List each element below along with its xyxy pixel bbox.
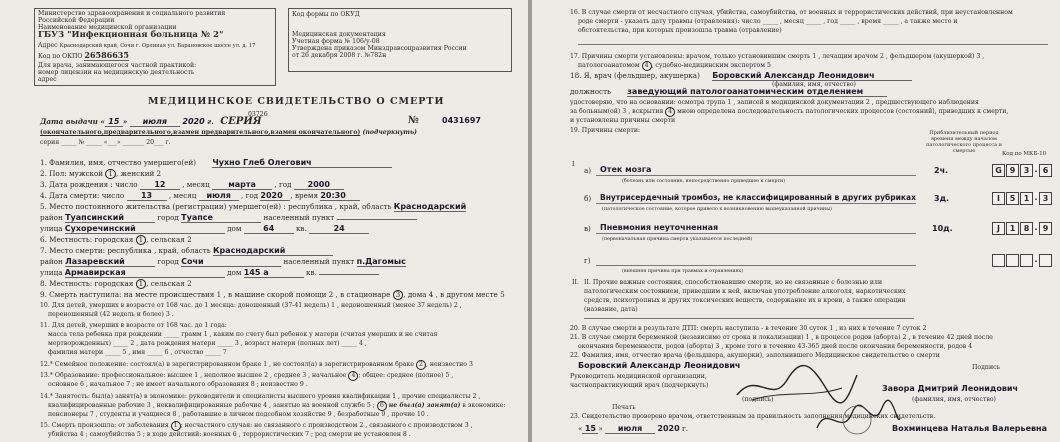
f11-line3: мертворожденных) _____ 2 , дата рождения матери _____ 3 , возраст матери (полных лет) _____ 4 , [48, 340, 367, 347]
f11-line1: 11. Для детей, умерших в возрасте от 168 час. до 1 года: [40, 322, 227, 329]
f4-time-label: , время [290, 191, 319, 200]
f5-region: Краснодарский [393, 202, 467, 211]
row-b-sub: (патологическое состояние, которое привело к возникновению вышеуказанной причины) [602, 207, 832, 212]
f17-label: патологоанатомом [578, 62, 640, 69]
f17-circled: 4 [642, 61, 652, 71]
approved: Утверждена приказом Минздравсоцразвития России [292, 45, 467, 52]
series2: серия _____ № _____ «___» _______ 20___ г. [40, 139, 171, 146]
f7-district: Лазаревский [65, 257, 155, 267]
f5-house-label: дом [227, 224, 242, 233]
f7-apt-label: кв. [306, 268, 317, 277]
verifier-signature-icon [812, 398, 902, 440]
series-code: 03726 [248, 111, 268, 118]
issue-label: Дата выдачи [40, 117, 98, 126]
f3-label: 3. Дата рождения : число [40, 180, 138, 189]
f14-circled: 6 [377, 401, 387, 411]
f5-house: 64 [244, 224, 294, 234]
cert-circled: 4 [665, 107, 675, 117]
f11-line2: масса тела ребенка при рождении _____ грамм 1 , каким по счету был ребенок у матери (считая умерших и не считая [48, 331, 438, 338]
f7-region: Краснодарский [213, 246, 333, 256]
org-address: Краснодарский край, Сочи г. Орлиная ул. Барановское шоссе ул. д. 17 [59, 43, 256, 49]
org-name: ГБУЗ "Инфекционная больница № 2" [38, 30, 224, 40]
f3-year: 2000 [294, 180, 344, 190]
f5-settlement-label: населенный пункт [263, 213, 335, 222]
icd-cell: G [992, 164, 1005, 177]
f3-month-label: месяц [186, 180, 210, 189]
f2-rest: , женский 2 [115, 169, 162, 178]
row-c-sub: (первоначальная причина смерти указывается последней) [602, 237, 753, 242]
f10-line2: переношенный (42 недель и более) 3 . [48, 311, 174, 318]
f7-district-label: район [40, 257, 63, 266]
icd-header: Код по МКБ-10 [1002, 151, 1047, 157]
org-line1: Министерство здравоохранения и социального развития [38, 10, 226, 17]
f4-month: июля [199, 191, 239, 201]
f5-street: Сухоречинский [65, 224, 225, 234]
icd-cell: 1 [1006, 222, 1019, 235]
f1-label: 1. Фамилия, имя, отчество умершего(ей) [40, 158, 197, 167]
f3-month: марта [212, 180, 272, 190]
f9-circled: 3 [393, 290, 404, 300]
f16-line2: роде смерти - указать дату травмы (отравления): число _____ , месяц _____ , год _____ , время _____ , а также место и [578, 18, 958, 25]
row-a-period: 2ч. [934, 166, 949, 175]
row-a-sub: (болезнь или состояние, непосредственно приведшее к смерти) [622, 179, 786, 184]
row-a-label: а) [584, 166, 592, 175]
row-b-code: I 5 1 . 3 [992, 192, 1053, 205]
f7-house: 145 а [244, 268, 304, 278]
approved-date: от 26 декабря 2008 г. №782н [292, 52, 387, 59]
f4-year-label: год [245, 191, 259, 200]
position-label: должность [570, 87, 611, 96]
f7-street-label: улица [40, 268, 63, 277]
f4-month-label: месяц [173, 191, 197, 200]
org-line3: Наименование медицинской организации [38, 24, 177, 31]
row-b-period: 3д. [934, 194, 950, 203]
f7-house-label: дом [227, 268, 242, 277]
f14-line2: квалифицированные рабочие 3 , неквалифицированные рабочие 4 , занятые на военной службе 5 ; [48, 402, 375, 409]
f15-line2: убийства 4 ; самоубийства 5 ; в ходе действий: военных 6 , террористических 7 ; род смерти не установлен 8 . [48, 431, 411, 438]
f19-label: 19. Причины смерти: [570, 127, 641, 134]
f6-label: 6. Местность: городская [40, 235, 134, 244]
f5-apt-label: кв. [296, 224, 307, 233]
f4-label: 4. Дата смерти: число [40, 191, 125, 200]
f21-line2: окончания беременности, родов (аборта) 3 , кроме того в течение 43-365 дней после окончания беременности, родов 4 [578, 343, 973, 350]
f23-year: 2020 [657, 424, 680, 433]
f7-street: Армавирская [65, 268, 225, 278]
f14-line1: 14.* Занятость: был(а) занят(а) в экономике: руководители и специалисты высшего уровня квалификации 1 , прочие специалисты 2 , [40, 393, 481, 400]
f13-rest: ; общее: среднее (полное) 5 , [358, 372, 454, 379]
f5-label: 5. Место постоянного жительства (регистрации) умершего(ей) : республика , край, область [40, 202, 392, 211]
f5-city-label: город [157, 213, 179, 222]
f5-apt: 24 [309, 224, 369, 234]
row-b-value: Внутрисердечный тромбоз, не классифицированный в других рубриках [600, 193, 916, 202]
part2-line1: II. Прочие важные состояния, способствовавшие смерти, но не связанные с болезнью или [584, 279, 883, 286]
issue-day: 15 [105, 117, 123, 127]
number-label: № [408, 115, 419, 126]
head-name-sub: (фамилия, имя, отчество) [912, 396, 996, 403]
document-title: МЕДИЦИНСКОЕ СВИДЕТЕЛЬСТВО О СМЕРТИ [148, 96, 445, 107]
org-address-label: Адрес [38, 42, 58, 49]
issue-year: 2020 [182, 117, 205, 126]
f15-label: 15. Смерть произошла: от заболевания [40, 422, 169, 429]
f17-rest: , судебно-медицинским экспертом 5 [651, 62, 771, 69]
f18-label: 18. Я, врач (фельдшер, акушерка) [570, 71, 700, 80]
row-d-label: г) [584, 256, 591, 265]
address2-label: адрес [38, 76, 57, 83]
icd-cell: 1 [1020, 192, 1033, 205]
f10-line1: 10. Для детей, умерших в возрасте от 168 час. до 1 месяца: доношенный (37-41 недель) 1 , недоношенный (менее 37 недель) 2 , [40, 302, 462, 309]
f5-district: Туапсинский [65, 213, 155, 223]
f23-line: 23. Свидетельство проверено врачом, ответственным за правильность заполнения медицинских свидетельств. [570, 413, 936, 420]
f18-value: Боровский Александр Леонидович [712, 71, 912, 81]
f7-settlement: п.Дагомыс [356, 257, 406, 266]
f5-district-label: район [40, 213, 63, 222]
part2-line4: (название, дата) [584, 306, 638, 313]
f4-time: 20:30 [320, 191, 360, 201]
head-name: Завора Дмитрий Леонидович [882, 384, 1018, 393]
row-a-code: G 9 3 . 6 [992, 164, 1053, 177]
f14-rest: в экономике: [462, 402, 506, 409]
row-c-period: 10д. [932, 224, 953, 233]
f23-name: Вохминцева Наталья Валерьевна [892, 424, 1047, 433]
f22-sign: Подпись [972, 364, 1001, 371]
f12-rest: , неизвестно 3 [425, 361, 473, 368]
certificate-kind: (окончательного,предварительного,взамен предварительного,взамен окончательного) [40, 129, 361, 136]
f22-line1: 22. Фамилия, имя, отчество врача (фельдшера, акушерки), заполнившего Медицинское свидетельство о смерти [570, 352, 940, 359]
icd-cell: 9 [1039, 222, 1052, 235]
right-page: 16. В случае смерти от несчастного случая, убийства, самоубийства, от военных и террористических действий, при неустановленном роде смерти - указать дату травмы (отравления): число _____ , месяц _____ , год _____ , время _____ , а также место и обстоятельства, при которых произошла травма (отравление) 17. Причины смерти установлены: врачом, только установившим смерть 1 , лечащим врачом 2 , фельдшером (акушеркой) 3 , патологоанатомом 4 , судебно-медицинским экспертом 5 18. Я, врач (фельдшер, акушерка) Боровский Александр Леонидович (фамилия, имя, отчество) должность заведующий патологоанатомическим отделением удостоверяю, что на основании: осмотра трупа 1 , записей в медицинской документации 2 , предшествующего наблюдения за больным(ой) 3 , вскрытия 4 мною определена последовательность патологических процессов (состояний), приведших к смерти, и установлены причины смерти 19. Причины смерти: Приблизительный период времени между началом патологического процесса и смертью Код по МКБ-10 I а) Отек мозга (болезнь или состояние, непосредственно приведшее к смерти) 2ч. G 9 3 . 6 б) Внутрисердечный тромбоз, не классифицированный в других рубриках (патологическое состояние, которое привело к возникновению вышеуказанной причины) 3д. I 5 1 . 3 в) Пневмония неуточненная (первоначальная причина смерти указывается последней) 10д. J 1 8 . 9 г) (внешняя причина при травмах и отравлениях) . II. II. Прочие важные состояния, способствовавшие смерти, но не связанные с болезнью или патологическим состоянием, приведшим к ней, включая употребление алкоголя, наркотических средств, психотропных и других токсических веществ, содержание их в крови, а также операции (название, дата) 20. В случае смерти в результате ДТП: смерть наступила - в течение 30 суток 1 , из них в течение 7 суток 2 21. В случае смерти беременной (независимо от срока и локализации) 1 , в процессе родов (аборта) 2 , в течение 42 дней после окончания беременности, родов (аборта) 3 , кроме того в течение 43-365 дней после окончания беременности, родов 4 22. Фамилия, имя, отчество врача (фельдшера, акушерки), заполнившего Медицинское свидетельство о смерти Боровский Александр Леонидович Подпись Руководитель медицинской организации, частнопрактикующий врач (подчеркнуть) Завора Дмитрий Леонидович (подпись) (фамилия, имя, отчество) Печать 23. Свидетельство проверено врачом, ответственным за правильность заполнения медицинских свидетельств. « 15 » июля 2020 г. Вохминцева Наталья Валерьевна [532, 0, 1060, 442]
row-c-label: в) [584, 224, 591, 233]
private-note: Для врача, занимающегося частной практикой: [38, 62, 197, 69]
okpo-value: 26586635 [84, 50, 129, 60]
icd-cell: 9 [1006, 164, 1019, 177]
f15-rest: ; несчастного случая: не связанного с производством 2 , связанного с производством 3 , [180, 422, 473, 429]
f4-year: 2020 [260, 191, 290, 201]
row-c-code: J 1 8 . 9 [992, 222, 1053, 235]
underline-note: (подчеркнуть) [362, 129, 417, 136]
license-note: номер лицензии на медицинскую деятельность [38, 69, 195, 76]
f23-day: 15 [582, 424, 598, 434]
form-no: Учетная форма № 106/у-08 [292, 38, 380, 45]
issue-month: июля [130, 117, 180, 127]
seal-label: Печать [612, 404, 636, 411]
part2-line2: патологическим состоянием, приведшим к ней, включая употребление алкоголя, наркотических [584, 288, 906, 295]
f17-line1: 17. Причины смерти установлены: врачом, только установившим смерть 1 , лечащим врачом 2 , фельдшером (акушеркой) 3 , [570, 53, 985, 60]
f20-line: 20. В случае смерти в результате ДТП: смерть наступила - в течение 30 суток 1 , из них в течение 7 суток 2 [570, 325, 927, 332]
f15-circled: 1 [171, 421, 181, 431]
position-value: заведующий патологоанатомическим отделением [627, 87, 887, 97]
f6-rest: , сельская 2 [146, 235, 192, 244]
icd-cell: 8 [1020, 222, 1033, 235]
icd-cell: 5 [1006, 192, 1019, 205]
row-c-value: Пневмония неуточненная [600, 223, 719, 232]
okud-label: Код формы по ОКУД [292, 11, 360, 18]
series-label: СЕРИЯ [220, 116, 262, 127]
f13-circled: 4 [348, 371, 358, 381]
f8-circled: 1 [136, 279, 147, 289]
part2-line3: средств, психотропных и других токсических веществ, содержание их в крови, а также операции [584, 297, 906, 304]
icd-cell: 3 [1039, 192, 1052, 205]
f4-day: 13 [127, 191, 167, 201]
row-a-value: Отек мозга [600, 165, 652, 174]
f2-circled: 1 [105, 169, 116, 179]
head-label: Руководитель медицинской организации, [570, 373, 707, 380]
f7-label: 7. Место смерти: республика , край, область [40, 246, 211, 255]
okpo-label: Код по ОКПО [38, 53, 83, 60]
f7-city: Сочи [181, 257, 281, 267]
f8-label: 8. Местность: городская [40, 279, 134, 288]
left-page: Министерство здравоохранения и социального развития Российской Федерации Наименование медицинской организации ГБУЗ "Инфекционная больница № 2" Адрес Краснодарский край, Сочи г. Орлиная ул. Барановское шоссе ул. д. 17 Код по ОКПО 26586635 Для врача, занимающегося частной практикой: номер лицензии на медицинскую деятельность адрес Код формы по ОКУД Медицинская документация Учетная форма № 106/у-08 Утверждена приказом Минздравсоцразвития России от 26 декабря 2008 г. №782н МЕДИЦИНСКОЕ СВИДЕТЕЛЬСТВО О СМЕРТИ 03726 Дата выдачи « 15 » июля 2020 г. СЕРИЯ № 0431697 (окончательного,предварительного,взамен предварительного,взамен окончательного) (подчеркнуть) серия _____ № _____ «___» _______ 20___ г. 1. Фамилия, имя, отчество умершего(ей) Чухно Глеб Олегович 2. Пол: мужской 1 , женский 2 3. Дата рождения : число 12 , месяц марта , год 2000 4. Дата смерти: число 13 , месяц июля , год 2020 , время 20:30 5. Место постоянного жительства (регистрации) умершего(ей) : республика , край, область Краснодарский район Туапсинский город Туапсе населенный пункт улица Сухоречинский дом 64 кв. 24 6. Местность: городская 1 , сельская 2 7. Место смерти: республика , край, область Краснодарский район Лазаревский город Сочи населенный пункт п.Дагомыс улица Армавирская дом 145 а кв. 8. Местность: городская 1 , сельская 2 9. Смерть наступила: на месте происшествия 1 , в машине скорой помощи 2 , в стационаре 3 , дома 4 , в другом месте 5 10. Для детей, умерших в возрасте от 168 час. до 1 месяца: доношенный (37-41 недель) 1 , недоношенный (менее 37 недель) 2 , переношенный (42 недель и более) 3 . 11. Для детей, умерших в возрасте от 168 час. до 1 года: масса тела ребенка при рождении _____ грамм 1 , каким по счету был ребенок у матери (считая умерших и не считая мертворожденных) _____ 2 , дата рождения матери _____ 3 , возраст матери (полных лет) _____ 4 , фамилия матери _____ 5 , имя _____ 6 , отчество _____ 7 12.* Семейное положение: состоял(а) в зарегистрированном браке 1 , не состоял(а) в зарегистрированном браке 2 , неизвестно 3 13.* Образование: профессиональное: высшее 1 , неполное высшее 2 , среднее 3 , начальное 4 ; общее: среднее (полное) 5 , основное 6 , начальное 7 ; не имеет начального образования 8 ; неизвестно 9 . 14.* Занятость: был(а) занят(а) в экономике: руководители и специалисты высшего уровня квалификации 1 , прочие специалисты 2 , квалифицированные рабочие 3 , неквалифицированные рабочие 4 , занятые на военной службе 5 ; 6 не был(а) занят(а) в экономике: пенсионеры 7 , студенты и учащиеся 8 , работавшие в личном подсобном хозяйстве 9 , безработные 9 , прочие 10 . 15. Смерть произошла: от заболевания 1 ; несчастного случая: не связанного с производством 2 , связанного с производством 3 , убийства 4 ; самоубийства 5 ; в ходе действий: военных 6 , террористических 7 ; род смерти не установлен 8 . [0, 0, 528, 442]
roman-2: II. [572, 279, 579, 286]
f2-label: 2. Пол: мужской [40, 169, 104, 178]
f16-line1: 16. В случае смерти от несчастного случая, убийства, самоубийства, от военных и террористических действий, при неустановленном [570, 9, 1013, 16]
f3-day: 12 [140, 180, 180, 190]
f3-year-label: год [278, 180, 292, 189]
f7-settlement-label: населенный пункт [283, 257, 355, 266]
f13-label: 13.* Образование: профессиональное: высшее 1 , неполное высшее 2 , среднее 3 , начальное [40, 372, 347, 379]
cert-line1: удостоверяю, что на основании: осмотра трупа 1 , записей в медицинской документации 2 , предшествующего наблюдения [570, 99, 979, 106]
doc-type: Медицинская документация [292, 31, 386, 38]
certificate-number: 0431697 [442, 116, 481, 125]
f5-street-label: улица [40, 224, 63, 233]
f7-city-label: город [157, 257, 179, 266]
cert-line3: и установлены причины смерти [570, 117, 676, 124]
f22-name: Боровский Александр Леонидович [578, 361, 741, 370]
f6-circled: 1 [136, 235, 147, 245]
f18-sub: (фамилия, имя, отчество) [772, 81, 856, 88]
row-d-code: . [992, 254, 1053, 267]
f11-line4: фамилия матери _____ 5 , имя _____ 6 , отчество _____ 7 [48, 349, 227, 356]
f8-rest: , сельская 2 [146, 279, 192, 288]
head-sub: (подпись) [742, 396, 774, 403]
head-label2: частнопрактикующий врач (подчеркнуть) [570, 382, 709, 389]
icd-cell: 3 [1020, 164, 1033, 177]
f16-line3: обстоятельства, при которых произошла травма (отравление) [578, 27, 782, 34]
icd-cell: 6 [1039, 164, 1052, 177]
f9-label: 9. Смерть наступила: на месте происшествия 1 , в машине скорой помощи 2 , в стационаре [40, 290, 391, 299]
icd-cell: J [992, 222, 1005, 235]
row-b-label: б) [584, 194, 592, 203]
f13-line2: основное 6 , начальное 7 ; не имеет начального образования 8 ; неизвестно 9 . [48, 381, 308, 388]
f14-circled-text: не был(а) занят(а) [388, 402, 461, 409]
f9-rest: , дома 4 , в другом месте 5 [403, 290, 505, 299]
row-d-sub: (внешняя причина при травмах и отравлениях) [622, 269, 744, 274]
roman-1: I [572, 161, 575, 168]
cert-rest: мною определена последовательность патологических процессов (состояний), приведших к смерти, [677, 108, 1009, 115]
f12-circled: 2 [416, 360, 426, 370]
f1-value: Чухно Глеб Олегович [212, 158, 392, 168]
period-header: Приблизительный период времени между началом патологического процесса и смертью [926, 130, 1002, 154]
f5-city: Туапсе [181, 213, 261, 223]
cert-label: за больным(ой) 3 , вскрытия [570, 108, 664, 115]
f21-line1: 21. В случае смерти беременной (независимо от срока и локализации) 1 , в процессе родов (аборта) 2 , в течение 42 дней после [570, 334, 993, 341]
f23-month: июля [605, 424, 655, 434]
icd-cell: I [992, 192, 1005, 205]
f12-label: 12.* Семейное положение: состоял(а) в зарегистрированном браке 1 , не состоял(а) в зарегистрированном браке [40, 361, 414, 368]
f14-line3: пенсионеры 7 , студенты и учащиеся 8 , работавшие в личном подсобном хозяйстве 9 , безработные 9 , прочие 10 . [48, 411, 429, 418]
org-line2: Российской Федерации [38, 17, 115, 24]
